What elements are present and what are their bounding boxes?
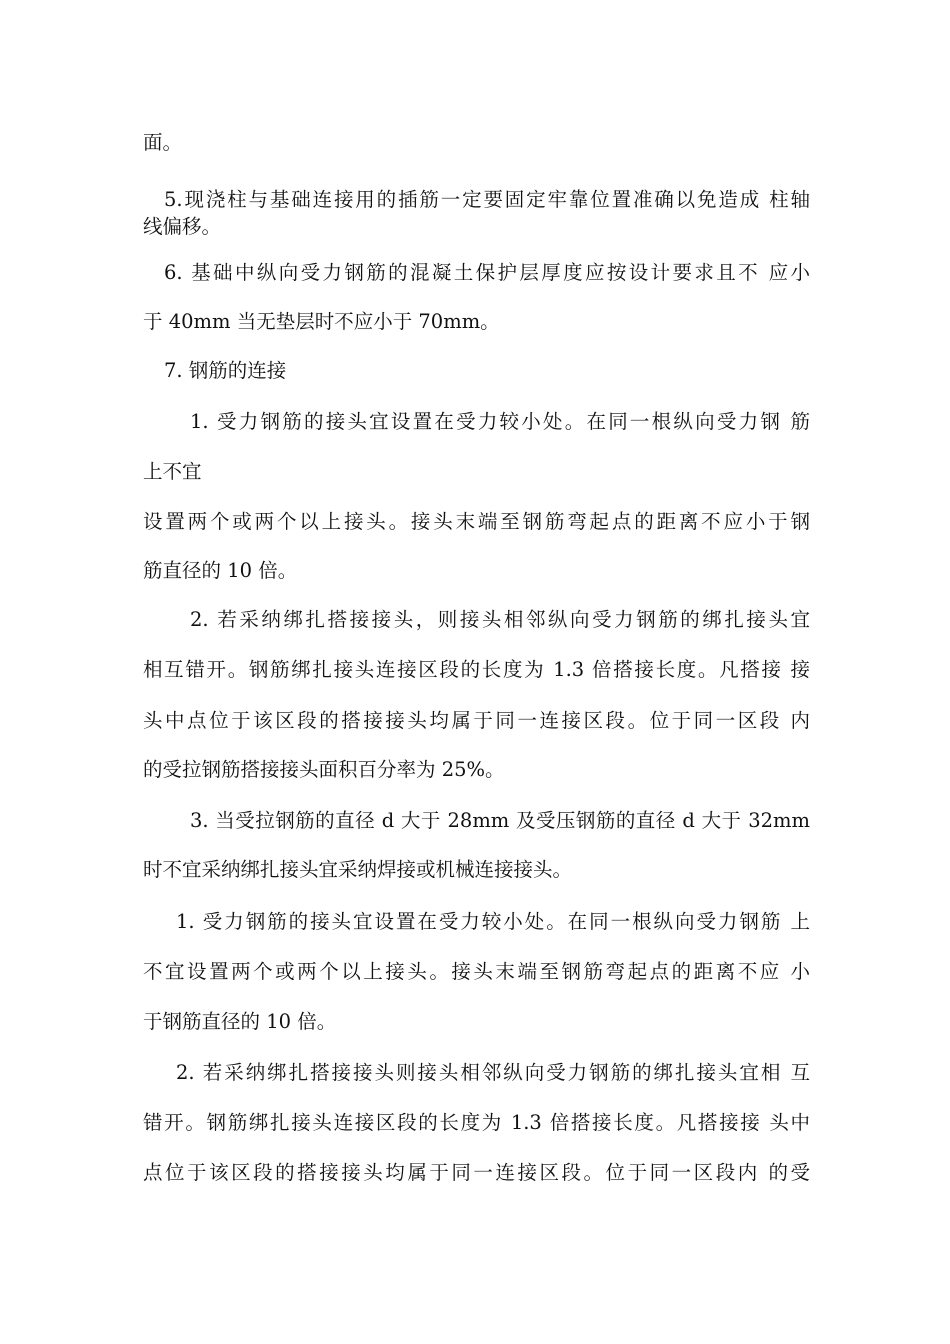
text-line-3: 线偏移。 (143, 215, 222, 238)
text-line-10: 筋直径的 10 倍。 (143, 559, 298, 582)
text-line-21: 错开。钢筋绑扎接头连接区段的长度为 1.3 倍搭接长度。凡搭接接 头中 (143, 1111, 810, 1134)
text-line-18: 不宜设置两个或两个以上接头。接头末端至钢筋弯起点的距离不应 小 (143, 960, 810, 983)
text-line-16: 时不宜采纳绑扎接头宜采纳焊接或机械连接接头。 (143, 858, 573, 881)
text-line-15: 3. 当受拉钢筋的直径 d 大于 28mm 及受压钢筋的直径 d 大于 32mm (190, 809, 810, 832)
text-line-19: 于钢筋直径的 10 倍。 (143, 1010, 337, 1033)
text-line-4: 6. 基础中纵向受力钢筋的混凝土保护层厚度应按设计要求且不 应小 (164, 261, 810, 284)
text-line-9: 设置两个或两个以上接头。接头末端至钢筋弯起点的距离不应小于钢 (143, 510, 810, 533)
text-line-6: 7. 钢筋的连接 (164, 359, 287, 382)
text-line-1: 面。 (143, 131, 183, 154)
text-line-13: 头中点位于该区段的搭接接头均属于同一连接区段。位于同一区段 内 (143, 709, 810, 732)
text-line-14: 的受拉钢筋搭接接头面积百分率为 25%。 (143, 758, 505, 781)
text-line-20: 2. 若采纳绑扎搭接接头则接头相邻纵向受力钢筋的绑扎接头宜相 互 (176, 1061, 810, 1084)
text-line-17: 1. 受力钢筋的接头宜设置在受力较小处。在同一根纵向受力钢筋 上 (176, 910, 810, 933)
text-line-5: 于 40mm 当无垫层时不应小于 70mm。 (143, 310, 500, 333)
text-line-11: 2. 若采纳绑扎搭接接头，则接头相邻纵向受力钢筋的绑扎接头宜 (190, 608, 810, 631)
text-line-7: 1. 受力钢筋的接头宜设置在受力较小处。在同一根纵向受力钢 筋 (190, 410, 810, 433)
text-line-8: 上不宜 (143, 460, 202, 483)
text-line-12: 相互错开。钢筋绑扎接头连接区段的长度为 1.3 倍搭接长度。凡搭接 接 (143, 658, 810, 681)
text-line-2: 5.现浇柱与基础连接用的插筋一定要固定牢靠位置准确以免造成 柱轴 (164, 188, 810, 211)
text-line-22: 点位于该区段的搭接接头均属于同一连接区段。位于同一区段内 的受 (143, 1161, 810, 1184)
